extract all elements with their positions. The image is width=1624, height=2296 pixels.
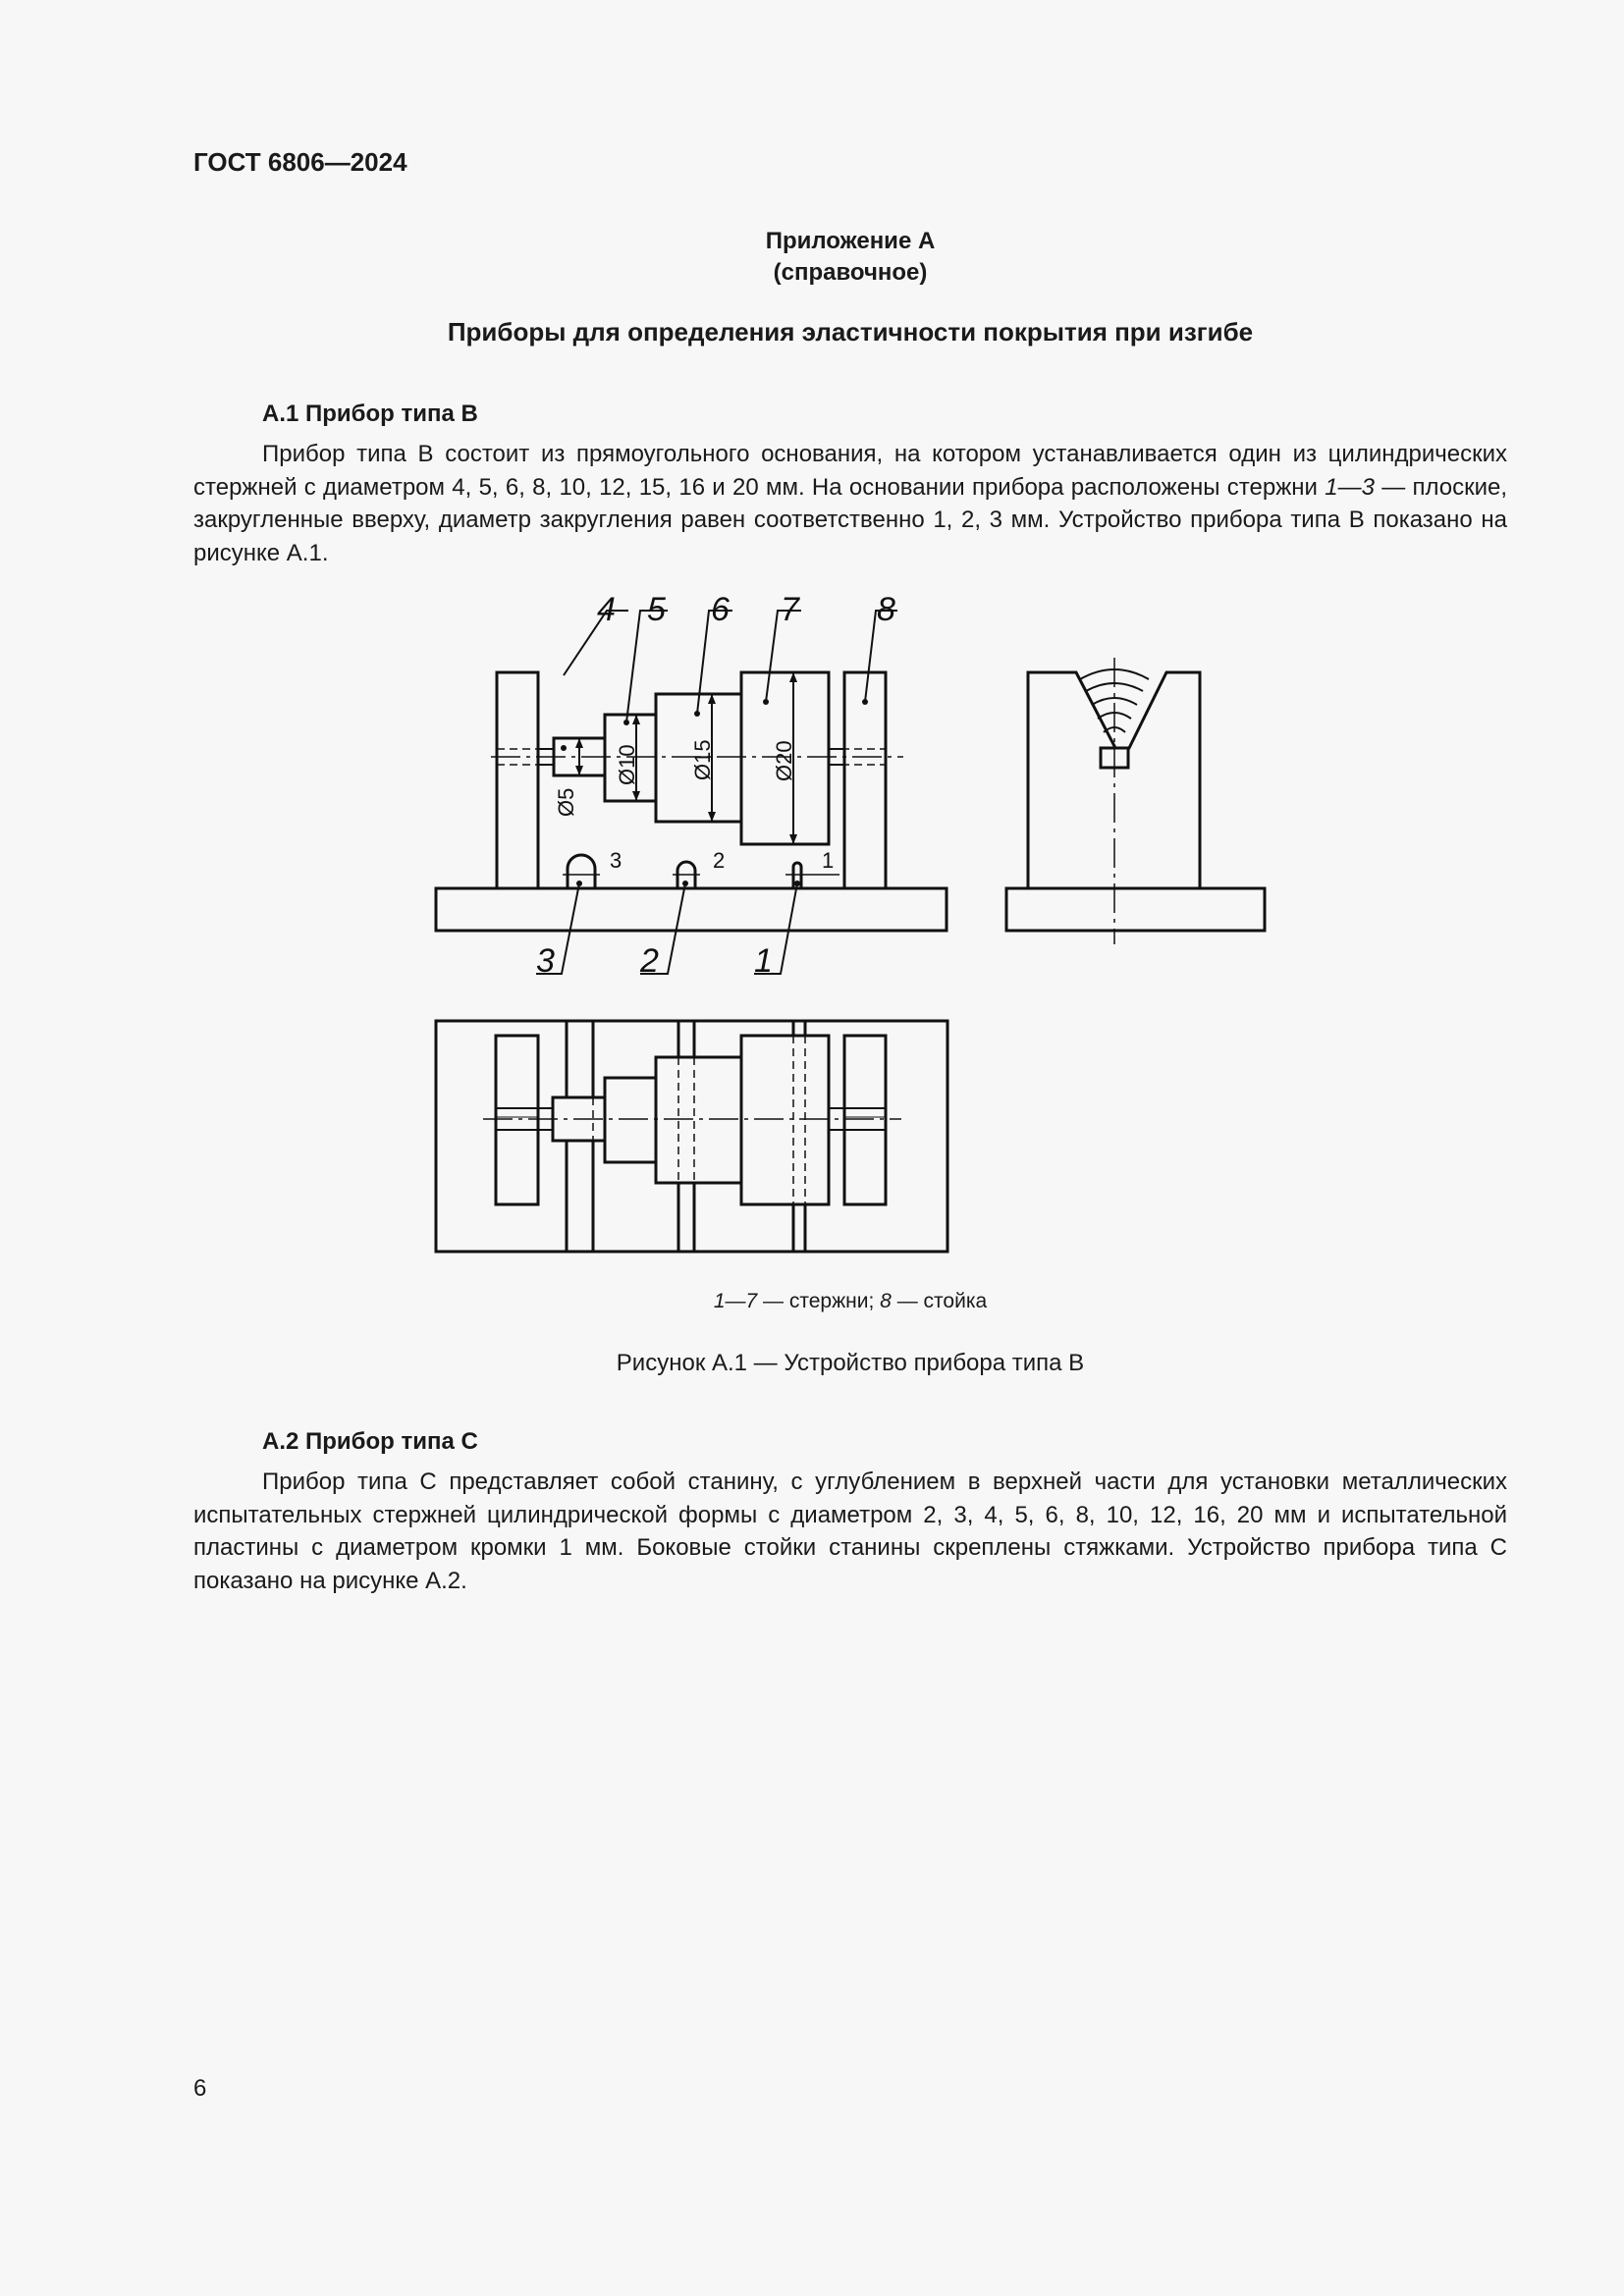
page-title: Приборы для определения эластичности покрытия при изгибе (447, 317, 1254, 347)
label-3: 3 (536, 942, 555, 980)
rod-7 (741, 672, 829, 844)
small-rod-1 (793, 863, 801, 888)
document-header: ГОСТ 6806—2024 (193, 147, 407, 177)
rod-4 (554, 738, 605, 775)
rod-5 (605, 715, 656, 801)
small-dim-3: 3 (610, 848, 623, 873)
side-rod (1101, 748, 1128, 768)
stand-left (497, 672, 538, 888)
rods-range: 1—3 (1325, 473, 1375, 501)
dim-15: Ø15 (690, 739, 715, 780)
dim-10: Ø10 (615, 744, 639, 785)
rod-6 (656, 694, 741, 822)
label-8: 8 (877, 591, 895, 628)
side-view (1006, 658, 1265, 944)
label-5: 5 (647, 591, 666, 628)
label-7: 7 (781, 591, 799, 628)
figure-caption: Рисунок А.1 — Устройство прибора типа В (616, 1350, 1085, 1376)
annex-type: (справочное) (773, 259, 928, 286)
small-rod-2 (677, 862, 695, 888)
top-outline (436, 1021, 947, 1252)
side-body (1028, 672, 1200, 888)
annex-heading (193, 226, 1507, 289)
section-a2-heading: А.2 Прибор типа С (262, 1428, 478, 1455)
small-dim-2: 2 (713, 848, 726, 873)
dim-5: Ø5 (554, 787, 578, 817)
dim-20: Ø20 (772, 740, 796, 781)
label-4: 4 (597, 591, 616, 628)
label-1: 1 (754, 942, 773, 980)
section-a2-paragraph: Прибор типа С представляет собой станину, с углублением в верхней части для установки металлических испытательных стержней цилиндрической формы с диаметром 2, 3, 4, 5, 6, 8, 10, 12, 16, 20 мм и испытательной пластины с диаметром кромки 1 мм. Боковые стойки станины скреплены стяжками. Устройство прибора типа С показано на рисунке А.2. (193, 1468, 1507, 1594)
stand-right (844, 672, 886, 888)
label-6: 6 (711, 591, 730, 628)
figure-legend: 1—7 — стержни; 8 — стойка (713, 1290, 988, 1312)
side-base (1006, 888, 1265, 931)
small-dim-1: 1 (822, 848, 835, 873)
top-view (436, 1021, 947, 1252)
front-view (436, 611, 947, 974)
small-rod-3 (568, 855, 595, 888)
section-a1-heading: А.1 Прибор типа В (262, 400, 478, 427)
section-a1-paragraph: Прибор типа В состоит из прямоугольного основания, на котором устанавливается один из цилиндрических стержней с диаметром 4, 5, 6, 8, 10, 12, 15, 16 и 20 мм. На основании прибора расположены стержни 1—3 — плоские, закругленные вверху, диаметр закругления равен соответственно 1, 2, 3 мм. Устройство прибора типа В показано на рисунке А.1. (193, 441, 1508, 566)
base-plate (436, 888, 947, 931)
page-number: 6 (193, 2075, 207, 2102)
label-2: 2 (640, 942, 659, 980)
annex-title: Приложение А (765, 228, 936, 254)
